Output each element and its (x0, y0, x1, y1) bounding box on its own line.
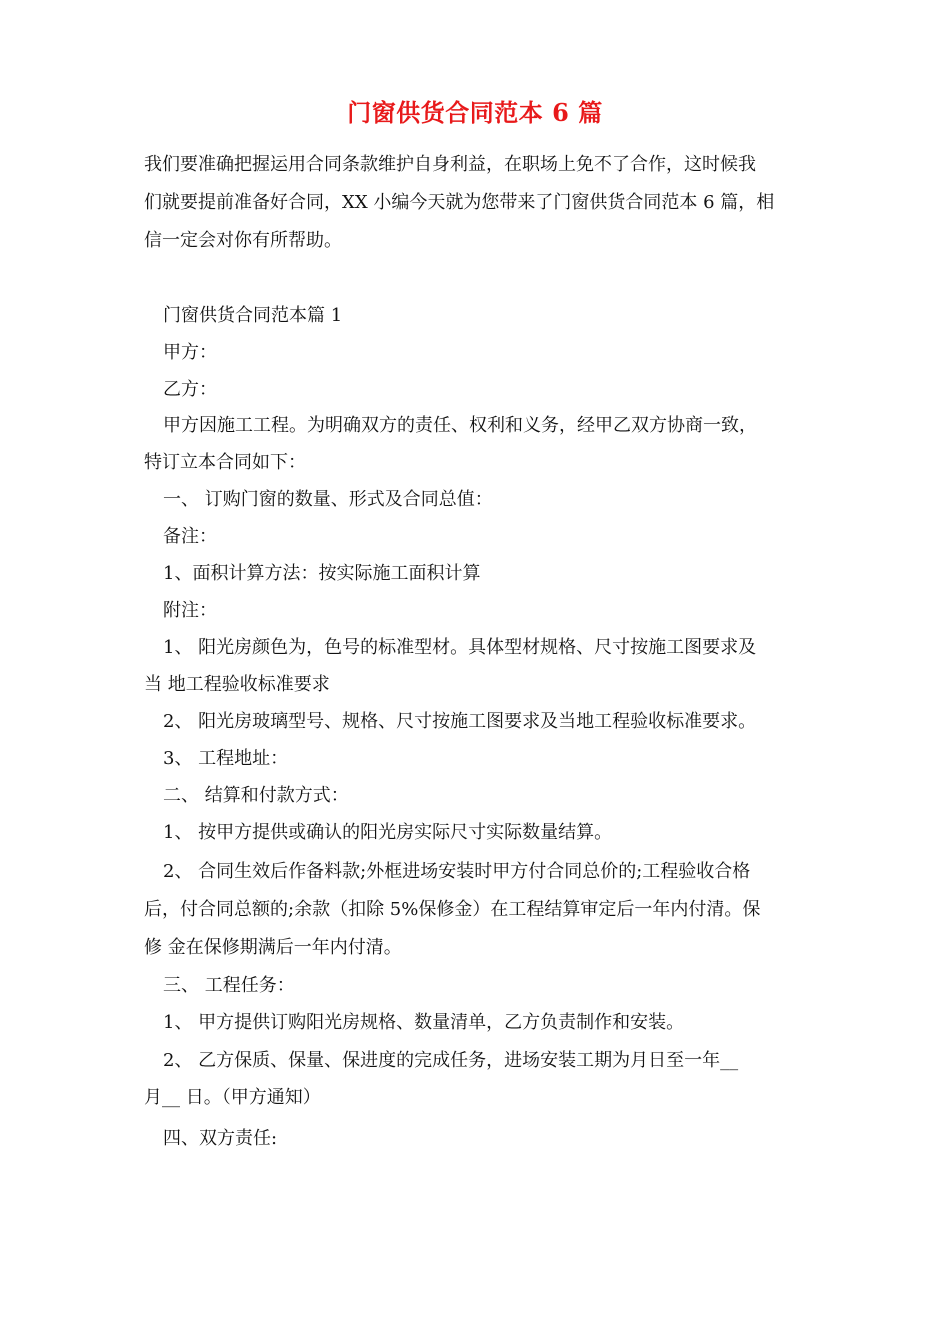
party-b-label: 乙方： (163, 379, 217, 400)
note-1-line-2: 当 地工程验收标准要求 (144, 674, 330, 695)
payment-2-line-2: 后，付合同总额的;余款（扣除 5%保修金）在工程结算审定后一年内付清。保 (144, 899, 761, 920)
payment-2-line-1: 2、 合同生效后作备料款;外框进场安装时甲方付合同总价的;工程验收合格 (163, 861, 751, 882)
remark-label: 备注： (163, 526, 217, 547)
payment-2-line-3: 修 金在保修期满后一年内付清。 (144, 937, 402, 958)
task-1: 1、 甲方提供订购阳光房规格、数量清单，乙方负责制作和安装。 (163, 1012, 685, 1033)
preamble-line-1: 甲方因施工工程。为明确双方的责任、权利和义务，经甲乙双方协商一致， (163, 415, 757, 436)
section-heading: 门窗供货合同范本篇 1 (163, 305, 343, 326)
note-3: 3、 工程地址： (163, 748, 289, 769)
intro-line-2: 们就要提前准备好合同，XX 小编今天就为您带来了门窗供货合同范本 6 篇，相 (144, 192, 775, 213)
clause-1-heading: 一、 订购门窗的数量、形式及合同总值： (163, 489, 493, 510)
intro-line-3: 信一定会对你有所帮助。 (144, 230, 342, 251)
note-1-line-1: 1、 阳光房颜色为，色号的标准型材。具体型材规格、尺寸按施工图要求及 (163, 637, 757, 658)
clause-2-heading: 二、 结算和付款方式： (163, 785, 349, 806)
appendix-label: 附注： (163, 600, 217, 621)
intro-line-1: 我们要准确把握运用合同条款维护自身利益，在职场上免不了合作，这时候我 (144, 154, 756, 175)
clause-3-heading: 三、 工程任务： (163, 975, 295, 996)
preamble-line-2: 特订立本合同如下： (144, 452, 306, 473)
party-a-label: 甲方： (163, 342, 217, 363)
payment-1: 1、 按甲方提供或确认的阳光房实际尺寸实际数量结算。 (163, 822, 613, 843)
document-title: 门窗供货合同范本 6 篇 (347, 98, 603, 127)
clause-4-heading: 四、双方责任: (163, 1128, 278, 1149)
task-2-line-1: 2、 乙方保质、保量、保进度的完成任务，进场安装工期为月日至一年__ (163, 1050, 739, 1071)
task-2-line-2: 月__ 日。（甲方通知） (144, 1087, 321, 1108)
item-area-calculation: 1、面积计算方法：按实际施工面积计算 (163, 563, 481, 584)
note-2: 2、 阳光房玻璃型号、规格、尺寸按施工图要求及当地工程验收标准要求。 (163, 711, 757, 732)
